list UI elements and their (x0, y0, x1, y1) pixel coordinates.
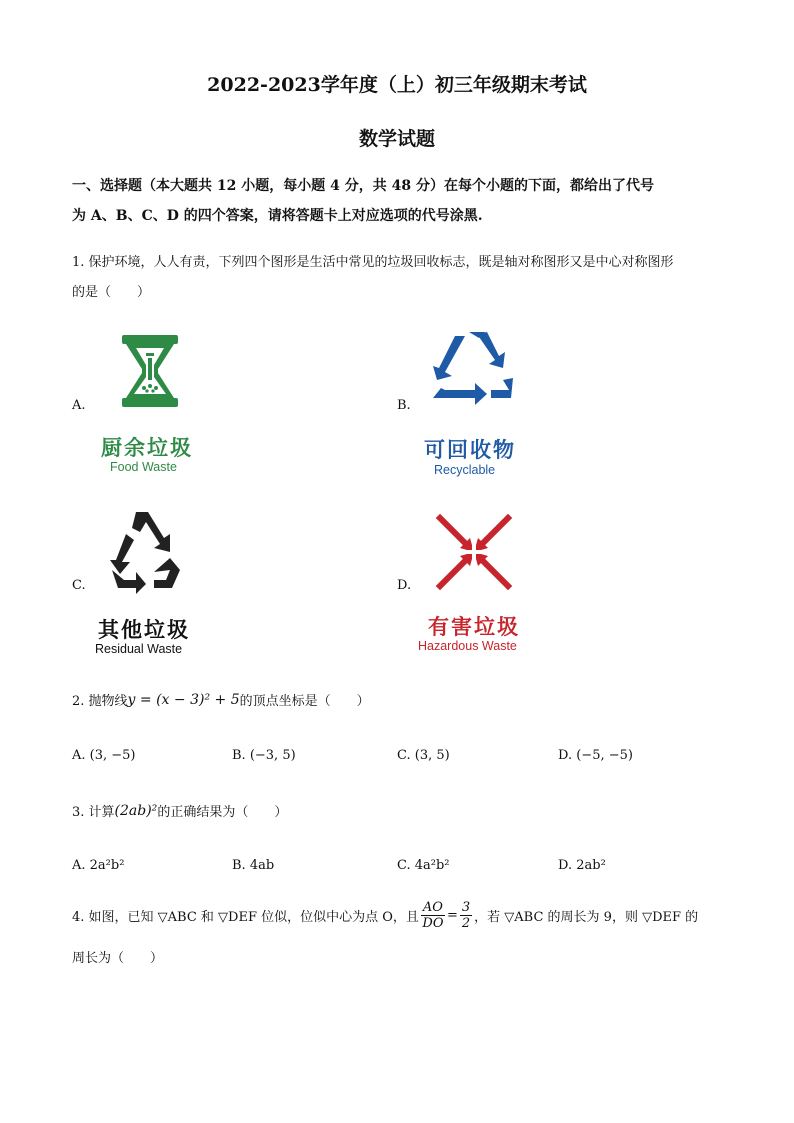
question-2-suffix: 的顶点坐标是（ ） (239, 694, 370, 709)
residual-waste-icon (108, 510, 184, 598)
question-1-line2: 的是（ ） (72, 285, 151, 300)
section-heading-line2: 为 A、B、C、D 的四个答案，请将答题卡上对应选项的代号涂黑. (72, 208, 483, 224)
question-3-formula: (2ab)² (114, 802, 158, 819)
q1-option-c-letter: C. (72, 578, 86, 593)
fraction-3-2-denominator: 2 (461, 916, 471, 931)
recyclable-icon (425, 328, 517, 414)
question-1-line1: 1. 保护环境，人人有责，下列四个图形是生活中常见的垃圾回收标志，既是轴对称图形又是中心对称图形 (72, 255, 674, 270)
recyclable-label-en: Recyclable (434, 463, 496, 477)
subject-title: 数学试题 (358, 128, 435, 150)
question-4-line2: 周长为（ ） (72, 951, 164, 966)
q3-option-c: C. 4a²b² (397, 858, 450, 873)
fraction-3-2 (460, 900, 472, 931)
hazardous-waste-icon (436, 514, 512, 594)
q2-option-b: B. (−3, 5) (232, 748, 296, 763)
hazardous-waste-label-zh: 有害垃圾 (428, 615, 520, 639)
q2-option-a: A. (3, −5) (72, 748, 136, 763)
hazardous-waste-label-en: Hazardous Waste (418, 639, 517, 653)
section-heading-line1: 一、选择题（本大题共 12 小题，每小题 4 分，共 48 分）在每个小题的下面，都给出了代号 (72, 178, 654, 194)
q1-option-a-letter: A. (72, 398, 86, 413)
q1-option-d-letter: D. (397, 578, 412, 593)
q2-option-d: D. (−5, −5) (558, 748, 633, 763)
q3-option-d: D. 2ab² (558, 858, 606, 873)
exam-title: 2022-2023学年度（上）初三年级期末考试 (207, 74, 587, 96)
residual-waste-label-en: Residual Waste (95, 642, 183, 656)
q3-option-a: A. 2a²b² (72, 858, 125, 873)
equals-sign: = (446, 908, 458, 923)
fraction-3-2-numerator: 3 (461, 900, 471, 915)
q3-option-b: B. 4ab (232, 858, 275, 873)
question-3 (72, 801, 287, 820)
fraction-ao-do (421, 900, 445, 931)
question-2-prefix: 2. 抛物线 (72, 694, 128, 709)
residual-waste-label-zh: 其他垃圾 (98, 618, 190, 642)
question-4-line1 (72, 900, 722, 931)
food-waste-label-en: Food Waste (110, 460, 177, 474)
question-3-suffix: 的正确结果为（ ） (157, 805, 288, 820)
fraction-ao-do-denominator: DO (422, 916, 444, 931)
food-waste-icon (118, 333, 182, 413)
question-3-prefix: 3. 计算 (72, 805, 115, 820)
q1-option-b-letter: B. (397, 398, 411, 413)
question-4-text-b: ，若 ▽ABC 的周长为 9，则 ▽DEF 的 (474, 910, 699, 925)
food-waste-label-zh: 厨余垃圾 (101, 436, 193, 460)
recyclable-label-zh: 可回收物 (424, 438, 516, 462)
fraction-ao-do-numerator: AO (422, 900, 443, 915)
question-2 (72, 690, 370, 709)
question-2-formula: y = (x − 3)² + 5 (127, 691, 240, 708)
question-4-text-a: 4. 如图，已知 ▽ABC 和 ▽DEF 位似，位似中心为点 O，且 (72, 910, 419, 925)
q2-option-c: C. (3, 5) (397, 748, 450, 763)
